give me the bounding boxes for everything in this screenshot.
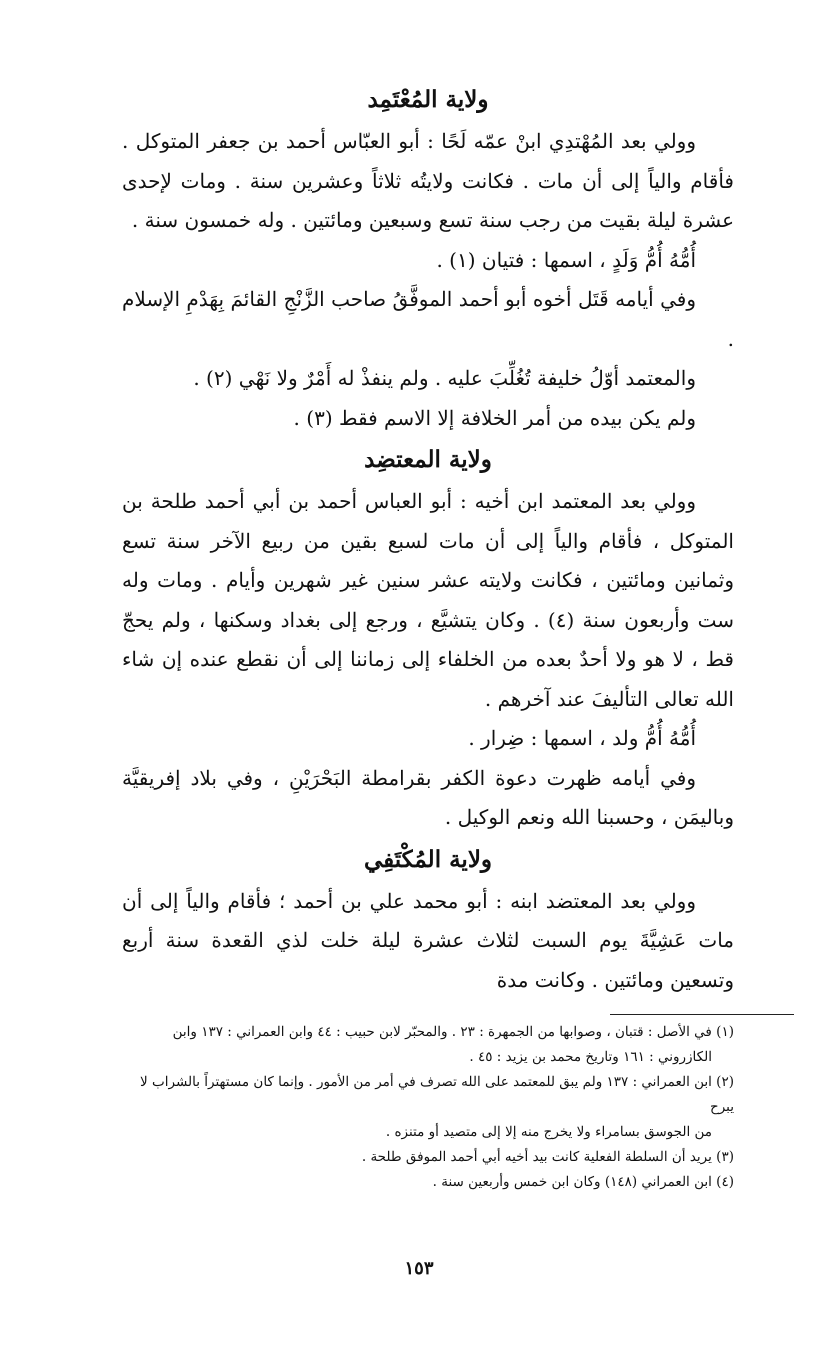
section-heading-muktafi: ولاية المُكْتَفِي [363, 845, 493, 873]
paragraph: والمعتمد أوّلُ خليفة تُغُلِّبَ عليه . ولم ينفذْ له أَمْرٌ ولا نَهْي (٢) . [193, 366, 696, 390]
footnote-continuation: الكازروني : ١٦١ وتاريخ محمد بن يزيد : ٤٥ . [469, 1049, 712, 1065]
paragraph: وفي أيامه قَتَل أخوه أبو أحمد الموفَّقُ صاحب الزَّنْجِ القائمَ بِهَدْمِ الإسلام . [122, 287, 734, 351]
paragraph: أُمُّهُ أُمُّ ولد ، اسمها : ضِرار . [468, 726, 696, 750]
footnotes [118, 1020, 734, 1195]
section-heading-mutamid: ولاية المُعْتَمِد [367, 86, 489, 113]
footnote: (١) في الأصل : قتبان ، وصوابها من الجمهرة : ٢٣ . والمحبّر لابن حبيب : ٤٤ وابن العمراني : ١٣٧ وابن [172, 1024, 734, 1040]
paragraph: وولي بعد المُهْتدِي ابنْ عمّه لَحًا : أبو العبّاس أحمد بن جعفر المتوكل . فأقام والياً إلى أن مات . فكانت ولايتُه ثلاثاً وعشرين سنة . ومات لإحدى عشرة ليلة بقيت من رجب سنة تسع وسبعين ومائتين . وله خمسون سنة . [122, 129, 734, 232]
footnote-divider [610, 1014, 794, 1015]
footnote: (٣) يريد أن السلطة الفعلية كانت بيد أخيه أبي أحمد الموفق طلحة . [361, 1149, 734, 1165]
paragraph: وولي بعد المعتضد ابنه : أبو محمد علي بن أحمد ؛ فأقام والياً إلى أن مات عَشِيَّةَ يوم السبت لثلاث عشرة ليلة خلت لذي القعدة سنة أربع وتسعين ومائتين . وكانت مدة [122, 888, 734, 992]
paragraph: ولم يكن بيده من أمر الخلافة إلا الاسم فقط (٣) . [293, 405, 696, 430]
footnote: (٤) ابن العمراني (١٤٨) وكان ابن خمس وأربعين سنة . [432, 1174, 734, 1190]
page-number: ١٥٣ [404, 1258, 434, 1279]
section-heading-mutadid: ولاية المعتضِد [364, 446, 492, 473]
footnote: (٢) ابن العمراني : ١٣٧ ولم يبق للمعتمد على الله تصرف في أمر من الأمور . وإنما كان مستهتراً بالشراب لا يبرح [140, 1074, 734, 1115]
paragraph: أُمُّهُ أُمُّ وَلَدٍ ، اسمها : فتيان (١) . [436, 247, 696, 272]
footnote-continuation: من الجوسق بسامراء ولا يخرج منه إلا إلى متصيد أو متنزه . [385, 1124, 712, 1140]
paragraph: وولي بعد المعتمد ابن أخيه : أبو العباس أحمد بن أبي أحمد طلحة بن المتوكل ، فأقام والياً إلى أن مات لسبع بقين من ربيع الآخر سنة تسع وثمانين ومائتين ، فكانت ولايته عشر سنين غير شهرين وأيام . ومات وله ست وأربعون سنة (٤) . وكان يتشيَّع ، ورجع إلى بغداد وسكنها ، ولم يحجّ قط ، لا هو ولا أحدٌ بعده من الخلفاء إلى زماننا إلى أن نقطع عنده إن شاء الله تعالى التأليفَ عند آخرهم . [122, 489, 734, 711]
paragraph: وفي أيامه ظهرت دعوة الكفر بقرامطة البَحْرَيْنِ ، وفي بلاد إفريقيَّة وباليمَن ، وحسبنا الله ونعم الوكيل . [122, 765, 734, 829]
